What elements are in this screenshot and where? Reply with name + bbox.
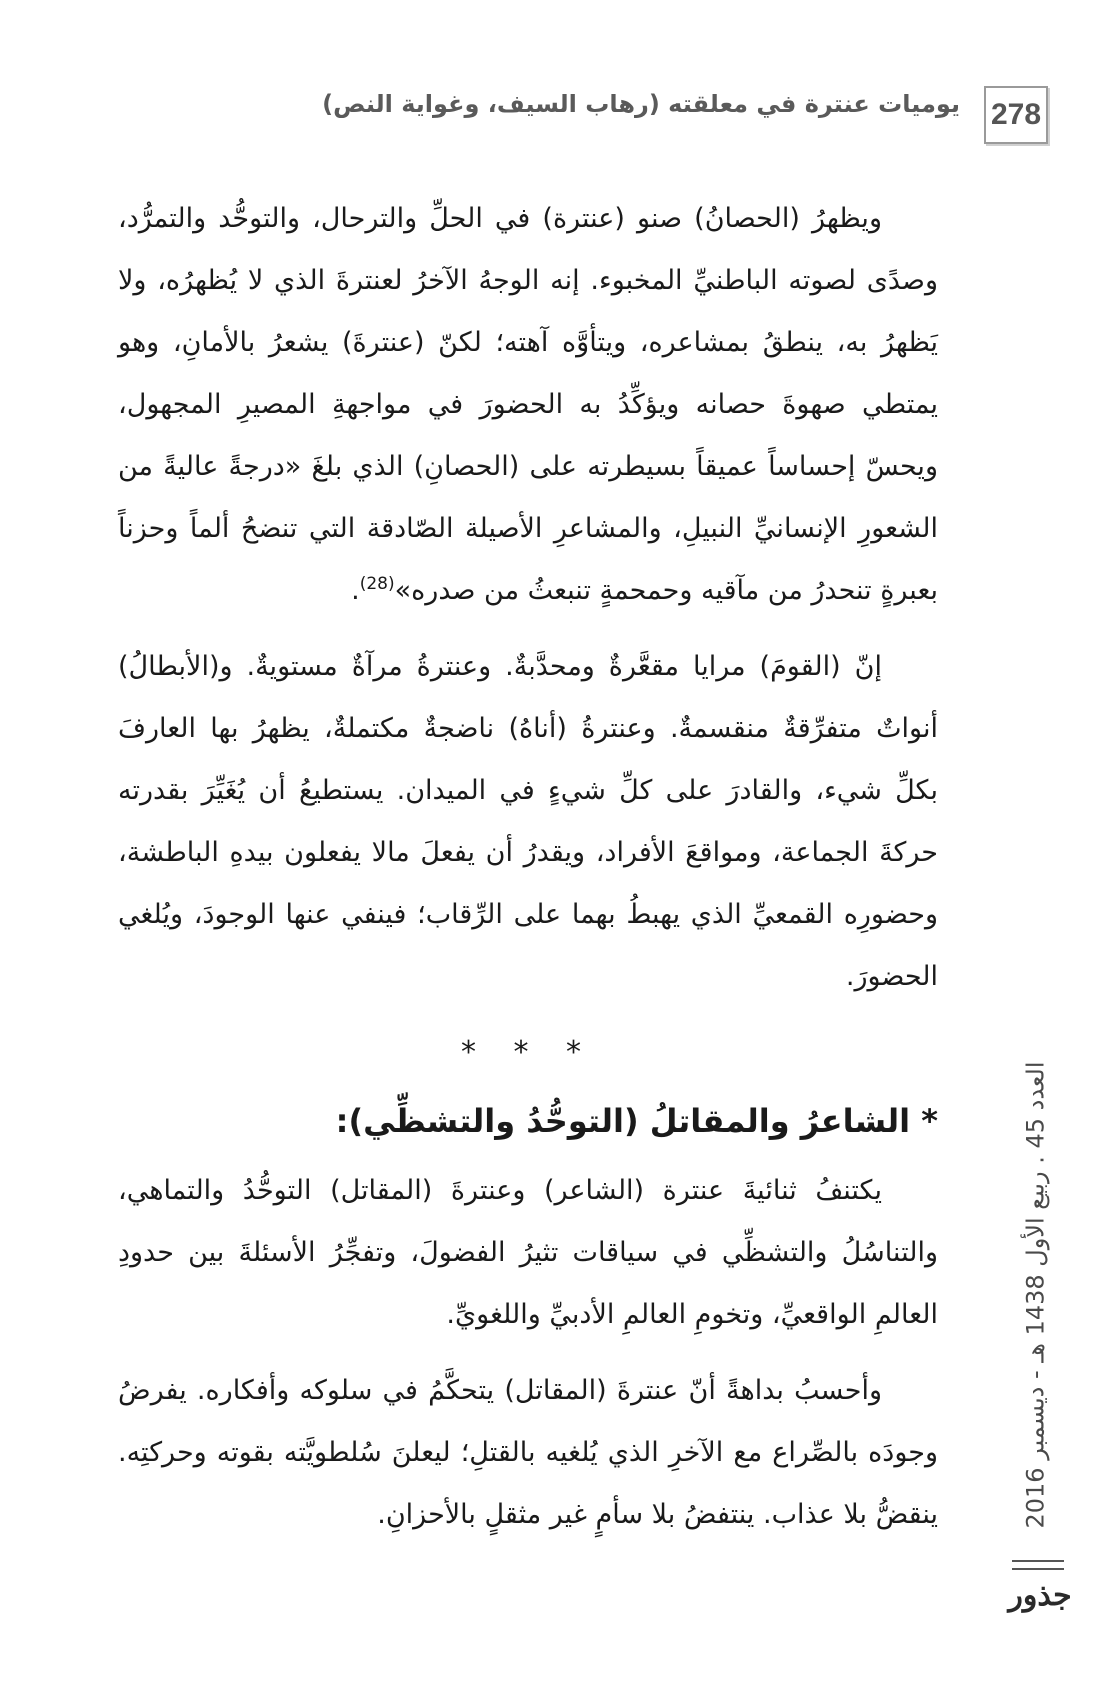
running-header-title: يوميات عنترة في معلقته (رهاب السيف، وغواية النص) [322, 90, 960, 118]
paragraph-horse-tail: . [351, 575, 360, 606]
paragraph-duality: يكتنفُ ثنائيةَ عنترة (الشاعر) وعنترةَ (المقاتل) التوحُّدُ والتماهي، والتناسُلُ والتشظِّي في سياقات تثيرُ الفضولَ، وتفجِّرُ الأسئلةَ بين حدودِ العالمِ الواقعيِّ، وتخومِ العالمِ الأدبيِّ واللغويِّ. [118, 1175, 938, 1330]
issue-info-text: العدد 45 . ربيع الأول 1438 هـ - ديسمبر 2016 [1021, 1061, 1049, 1529]
journal-logo: جذور [1008, 1578, 1072, 1613]
footnote-ref: (28) [359, 574, 395, 594]
issue-info-strip [1010, 1040, 1060, 1550]
section-separator: * * * [460, 1035, 596, 1070]
page-number: 278 [984, 86, 1048, 144]
body-text [118, 188, 938, 1546]
paragraph-mirrors: إنّ (القومَ) مرايا مقعَّرةٌ ومحدَّبةٌ. وعنترةُ مرآةٌ مستويةٌ. و(الأبطالُ) أنواتٌ متفرِّقةٌ منقسمةٌ. وعنترةُ (أناهُ) ناضجةٌ مكتملةٌ، يظهرُ بها العارفَ بكلِّ شيء، والقادرَ على كلِّ شيءٍ في الميدان. يستطيعُ أن يُغَيِّرَ بقدرته حركةَ الجماعة، ومواقعَ الأفراد، ويقدرُ أن يفعلَ مالا يفعلون بيدهِ الباطشة، وحضورِه القمعيِّ الذي يهبطُ بهما على الرِّقاب؛ فينفي عنها الوجودَ، ويُلغي الحضورَ. [118, 651, 938, 992]
double-rule [1012, 1560, 1064, 1570]
paragraph-horse [118, 188, 938, 622]
paragraph-fighter: وأحسبُ بداهةً أنّ عنترةَ (المقاتل) يتحكَّمُ في سلوكه وأفكاره. يفرضُ وجودَه بالصِّراع مع الآخرِ الذي يُلغيه بالقتلِ؛ ليعلنَ سُلطويَّته بقوته وحركتِه. ينقضُّ بلا عذاب. ينتفضُ بلا سأمٍ غير مثقلٍ بالأحزانِ. [118, 1375, 938, 1530]
section-heading: * الشاعرُ والمقاتلُ (التوحُّدُ والتشظِّي): [335, 1102, 938, 1140]
paragraph-horse-text: ويظهرُ (الحصانُ) صنو (عنترة) في الحلِّ والترحال، والتوحُّد والتمرُّد، وصدًى لصوته الباطنيِّ المخبوء. إنه الوجهُ الآخرُ لعنترةَ الذي لا يُظهرُه، ولا يَظهرُ به، ينطقُ بمشاعره، ويتأوَّه آهته؛ لكنّ (عنترةَ) يشعرُ بالأمانِ، وهو يمتطي صهوةَ حصانه ويؤكِّدُ به الحضورَ في مواجهةِ المصيرِ المجهول، ويحسّ إحساساً عميقاً بسيطرته على (الحصانِ) الذي بلغَ «درجةً عاليةً من الشعورِ الإنسانيِّ النبيلِ، والمشاعرِ الأصيلة الصّادقة التي تنضحُ ألماً وحزناً بعبرةٍ تنحدرُ من مآقيه وحمحمةٍ تنبعثُ من صدره» [118, 203, 938, 606]
